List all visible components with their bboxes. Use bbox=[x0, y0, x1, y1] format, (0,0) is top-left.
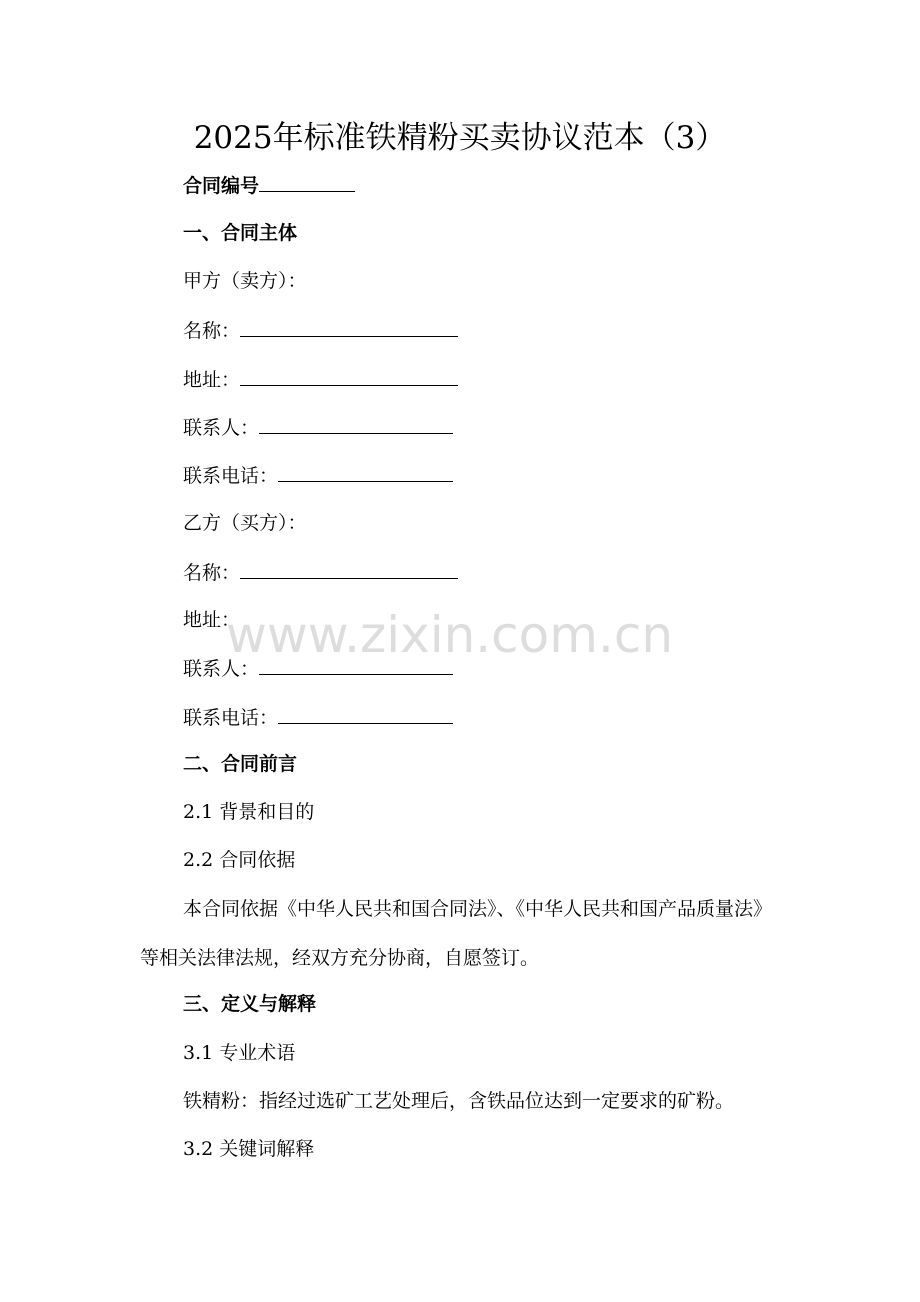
contract-number-blank bbox=[259, 171, 355, 192]
contract-number-line bbox=[183, 171, 355, 200]
party-a-address-blank bbox=[240, 365, 458, 386]
section-2-heading: 二、合同前言 bbox=[183, 753, 298, 775]
party-a-label: 甲方（卖方）： bbox=[183, 270, 307, 292]
party-a-phone-blank bbox=[278, 461, 453, 482]
party-a-name-label: 名称： bbox=[183, 320, 241, 342]
party-b-phone-label: 联系电话： bbox=[183, 707, 279, 729]
party-a-address-label: 地址： bbox=[183, 369, 241, 391]
item-3-1: 3.1 专业术语 bbox=[183, 1042, 296, 1064]
party-b-phone-line bbox=[183, 703, 453, 732]
party-a-contact-blank bbox=[259, 413, 453, 434]
party-b-name-blank bbox=[240, 558, 458, 579]
party-a-phone-line bbox=[183, 461, 453, 490]
party-b-phone-blank bbox=[278, 703, 453, 724]
party-b-name-label: 名称： bbox=[183, 562, 241, 584]
section-3-heading: 三、定义与解释 bbox=[183, 993, 317, 1015]
party-b-contact-label: 联系人： bbox=[183, 658, 260, 680]
contract-number-label: 合同编号 bbox=[183, 175, 260, 197]
party-a-address-line bbox=[183, 365, 458, 394]
item-2-1: 2.1 背景和目的 bbox=[183, 801, 315, 823]
watermark-text: www.zixin.com.cn bbox=[226, 606, 674, 664]
definition-line: 铁精粉：指经过选矿工艺处理后，含铁品位达到一定要求的矿粉。 bbox=[183, 1090, 735, 1112]
party-b-address-label: 地址： bbox=[183, 609, 241, 631]
document-title: 2025年标准铁精粉买卖协议范本（3） bbox=[193, 120, 727, 156]
basis-paragraph: 本合同依据《中华人民共和国合同法》、《中华人民共和国产品质量法》等相关法律法规，经双方充分协商，自愿签订。 bbox=[140, 898, 773, 969]
party-a-contact-line bbox=[183, 413, 453, 442]
item-2-2: 2.2 合同依据 bbox=[183, 849, 296, 871]
party-b-label: 乙方（买方）： bbox=[183, 512, 307, 534]
item-3-2: 3.2 关键词解释 bbox=[183, 1138, 315, 1160]
party-a-name-blank bbox=[240, 316, 458, 337]
party-a-contact-label: 联系人： bbox=[183, 417, 260, 439]
section-1-heading: 一、合同主体 bbox=[183, 222, 298, 244]
party-a-phone-label: 联系电话： bbox=[183, 465, 279, 487]
party-a-name-line bbox=[183, 316, 458, 345]
party-b-name-line bbox=[183, 558, 458, 587]
